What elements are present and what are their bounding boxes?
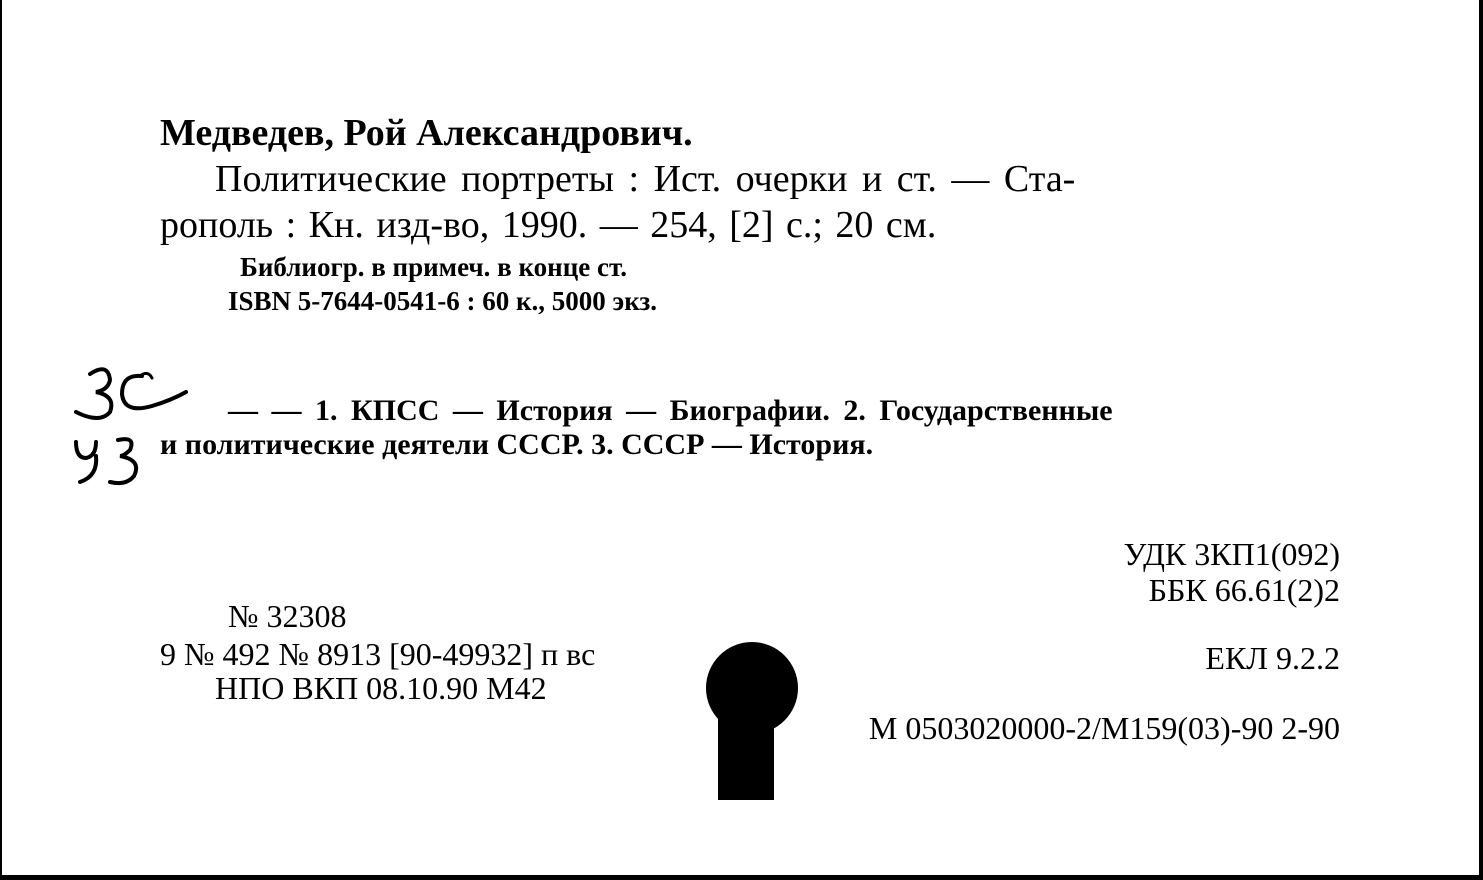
bibliography-note: Библиогр. в примеч. в конце ст. (240, 252, 627, 282)
title-line-1: Политические портреты : Ист. очерки и ст. — Ста- (215, 158, 1076, 200)
handwritten-mark (60, 352, 200, 492)
print-info: 9 № 492 № 8913 [90-49932] п вс (160, 636, 596, 672)
record-number: № 32308 (228, 598, 347, 634)
publisher-code: НПО ВКП 08.10.90 М42 (215, 670, 547, 706)
bbk-code: ББК 66.61(2)2 (1148, 572, 1340, 608)
subject-headings-line-1: — — 1. КПСС — История — Биографии. 2. Государственные (228, 394, 1113, 427)
isbn-line: ISBN 5-7644-0541-6 : 60 к., 5000 экз. (228, 286, 658, 316)
author-heading: Медведев, Рой Александрович. (160, 112, 693, 154)
punch-hole (700, 640, 810, 800)
classification-code: М 0503020000-2/М159(03)-90 2-90 (868, 710, 1340, 746)
card-bottom-edge (0, 875, 1483, 880)
card-right-edge (1479, 0, 1483, 880)
card-left-edge (0, 0, 2, 880)
subject-headings-line-2: и политические деятели СССР. 3. СССР — История. (160, 428, 874, 461)
udk-code: УДК 3КП1(092) (1123, 536, 1340, 572)
card-top-tick (0, 0, 2, 30)
ekl-code: ЕКЛ 9.2.2 (1205, 640, 1340, 676)
title-line-2: рополь : Кн. изд-во, 1990. — 254, [2] с.; 20 см. (160, 204, 937, 246)
